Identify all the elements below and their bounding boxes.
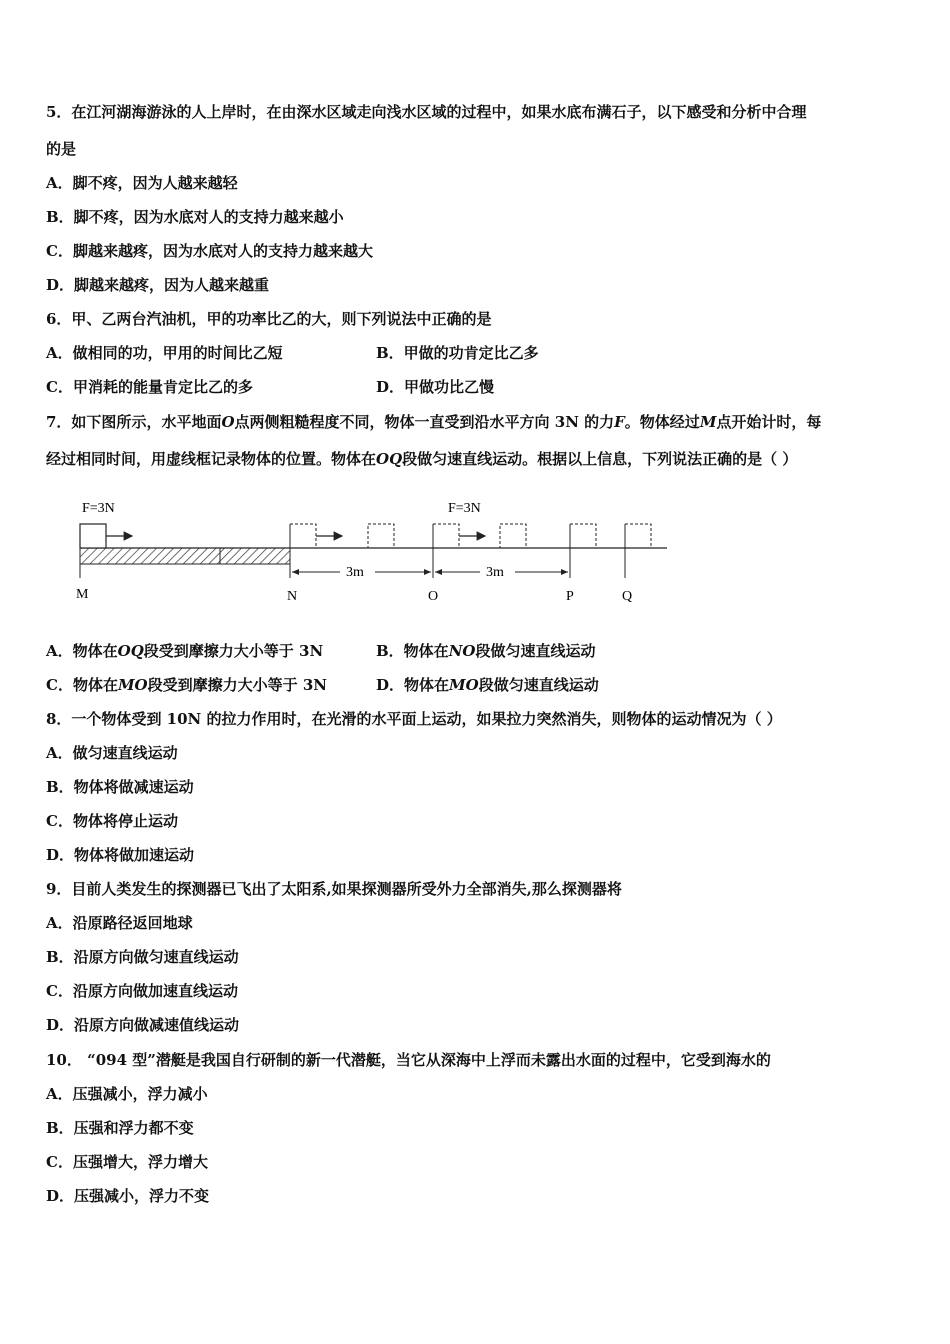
q10-stem: 10． “094 型”潜艇是我国自行研制的新一代潜艇，当它从深海中上浮而未露出水面的过程中，它受到海水的: [46, 1051, 771, 1069]
q7-option-c: C．物体在MO段受到摩擦力大小等于 3N: [46, 676, 327, 694]
q8-option-a: A．做匀速直线运动: [46, 744, 178, 762]
q5-option-d: D．脚越来越疼，因为人越来越重: [46, 276, 270, 294]
q9-option-d: D．沿原方向做减速值线运动: [46, 1016, 240, 1034]
q9-option-a: A．沿原路径返回地球: [46, 914, 193, 932]
dashed-box-o: [433, 524, 459, 548]
q8-stem: 8．一个物体受到 10N 的拉力作用时，在光滑的水平面上运动，如果拉力突然消失，则物体的运动情况为（ ）: [46, 710, 782, 728]
q6-option-c: C．甲消耗的能量肯定比乙的多: [46, 378, 253, 396]
q10-option-b: B．压强和浮力都不变: [46, 1119, 194, 1137]
distance-label-1: 3m: [346, 565, 364, 580]
point-label-m: M: [76, 587, 89, 602]
q7-stem-line-2: 经过相同时间，用虚线框记录物体的位置。物体在OQ段做匀速直线运动。根据以上信息，下列说法正确的是（ ）: [46, 450, 798, 468]
q5-stem-line-1: 5．在江河湖海游泳的人上岸时，在由深水区域走向浅水区域的过程中，如果水底布满石子，以下感受和分析中合理: [46, 103, 807, 121]
q10-option-d: D．压强减小，浮力不变: [46, 1187, 210, 1205]
q7-stem-line-1: 7．如下图所示，水平地面O点两侧粗糙程度不同，物体一直受到沿水平方向 3N 的力F。物体经过M点开始计时，每: [46, 413, 822, 431]
q5-option-a: A．脚不疼，因为人越来越轻: [46, 174, 238, 192]
q9-stem: 9．目前人类发生的探测器已飞出了太阳系,如果探测器所受外力全部消失,那么探测器将: [46, 880, 622, 898]
q6-option-d: D．甲做功比乙慢: [376, 378, 495, 396]
dashed-box-4: [500, 524, 526, 548]
dashed-box-q: [625, 524, 651, 548]
q5-option-b: B．脚不疼，因为水底对人的支持力越来越小: [46, 208, 344, 226]
q9-option-b: B．沿原方向做匀速直线运动: [46, 948, 239, 966]
dashed-box-n: [290, 524, 316, 548]
q9-option-c: C．沿原方向做加速直线运动: [46, 982, 238, 1000]
q5-option-c: C．脚越来越疼，因为水底对人的支持力越来越大: [46, 242, 373, 260]
q8-option-c: C．物体将停止运动: [46, 812, 178, 830]
q7-option-d: D．物体在MO段做匀速直线运动: [376, 676, 599, 694]
q10-option-c: C．压强增大，浮力增大: [46, 1153, 208, 1171]
q5-stem-line-2: 的是: [46, 140, 77, 158]
point-label-n: N: [287, 589, 298, 604]
rough-surface: [80, 548, 290, 564]
point-label-q: Q: [622, 589, 633, 604]
q7-option-a: A．物体在OQ段受到摩擦力大小等于 3N: [46, 642, 324, 660]
dashed-box-2: [368, 524, 394, 548]
point-label-o: O: [428, 589, 439, 604]
force-label-2: F=3N: [448, 501, 481, 516]
q10-option-a: A．压强减小，浮力减小: [46, 1085, 208, 1103]
q8-option-d: D．物体将做加速运动: [46, 846, 195, 864]
q6-stem: 6．甲、乙两台汽油机，甲的功率比乙的大，则下列说法中正确的是: [46, 310, 492, 328]
q8-option-b: B．物体将做减速运动: [46, 778, 194, 796]
force-label-1: F=3N: [82, 501, 115, 516]
motion-diagram: [70, 490, 680, 615]
q7-option-b: B．物体在NO段做匀速直线运动: [376, 642, 596, 660]
point-label-p: P: [566, 589, 574, 604]
dashed-box-p: [570, 524, 596, 548]
q6-option-b: B．甲做的功肯定比乙多: [376, 344, 539, 362]
q6-option-a: A．做相同的功，甲用的时间比乙短: [46, 344, 283, 362]
block-at-m: [80, 524, 106, 548]
distance-label-2: 3m: [486, 565, 504, 580]
